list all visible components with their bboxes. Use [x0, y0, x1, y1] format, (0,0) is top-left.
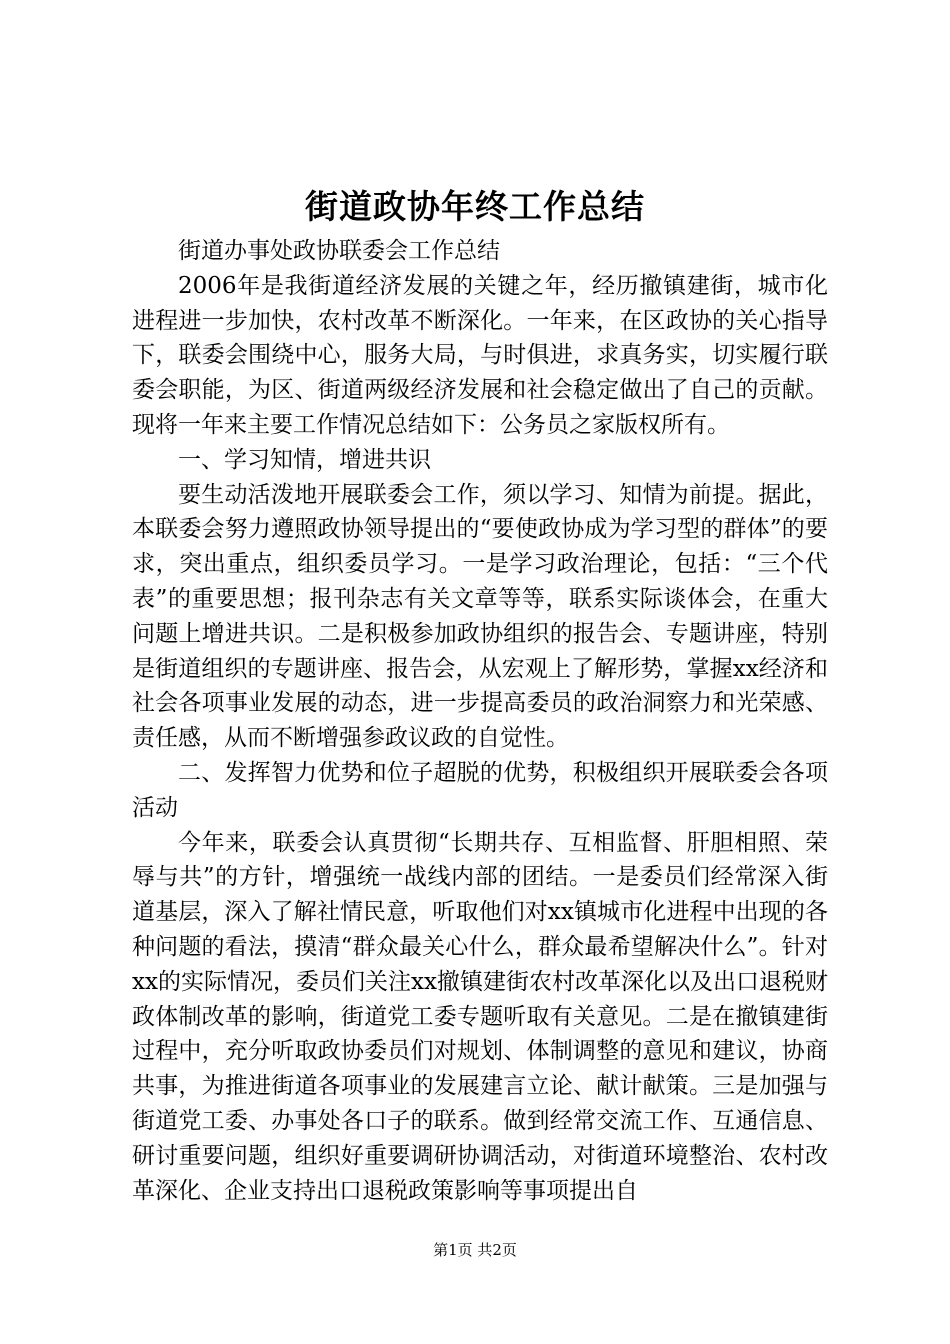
document-title: 街道政协年终工作总结	[305, 187, 645, 226]
paragraph-section-2: 今年来，联委会认真贯彻“长期共存、互相监督、肝胆相照、荣辱与共”的方针，增强统一战线内部的团结。一是委员们经常深入街道基层，深入了解社情民意，听取他们对xx镇城市化进程中出现的各种问题的看法，摸清“群众最关心什么，群众最希望解决什么”。针对xx的实际情况，委员们关注xx撤镇建街农村改革深化以及出口退税财政体制改革的影响，街道党工委专题听取有关意见。二是在撤镇建街过程中，充分听取政协委员们对规划、体制调整的意见和建议，协商共事，为推进街道各项事业的发展建言立论、献计献策。三是加强与街道党工委、办事处各口子的联系。做到经常交流工作、互通信息、研讨重要问题，组织好重要调研协调活动，对街道环境整治、农村改革深化、企业支持出口退税政策影响等事项提出自	[132, 829, 828, 1204]
section-heading-1: 一、学习知情，增进共识	[178, 446, 431, 473]
paragraph-intro: 2006年是我街道经济发展的关键之年，经历撤镇建街，城市化进程进一步加快，农村改革不断深化。一年来，在区政协的关心指导下，联委会围绕中心，服务大局，与时俱进，求真务实，切实履行联委会职能，为区、街道两级经济发展和社会稳定做出了自己的贡献。现将一年来主要工作情况总结如下：公务员之家版权所有。	[132, 272, 828, 438]
paragraph-section-1: 要生动活泼地开展联委会工作，须以学习、知情为前提。据此，本联委会努力遵照政协领导提出的“要使政协成为学习型的群体”的要求，突出重点，组织委员学习。一是学习政治理论，包括：“三个代表”的重要思想；报刊杂志有关文章等等，联系实际谈体会，在重大问题上增进共识。二是积极参加政协组织的报告会、专题讲座，特别是街道组织的专题讲座、报告会，从宏观上了解形势，掌握xx经济和社会各项事业发展的动态，进一步提高委员的政治洞察力和光荣感、责任感，从而不断增强参政议政的自觉性。	[132, 481, 828, 752]
document-body	[132, 234, 828, 1208]
paragraph-subtitle: 街道办事处政协联委会工作总结	[178, 238, 500, 264]
page-footer: 第1页 共2页	[433, 1241, 517, 1259]
section-heading-2: 二、发挥智力优势和位子超脱的优势，积极组织开展联委会各项活动	[132, 759, 828, 821]
